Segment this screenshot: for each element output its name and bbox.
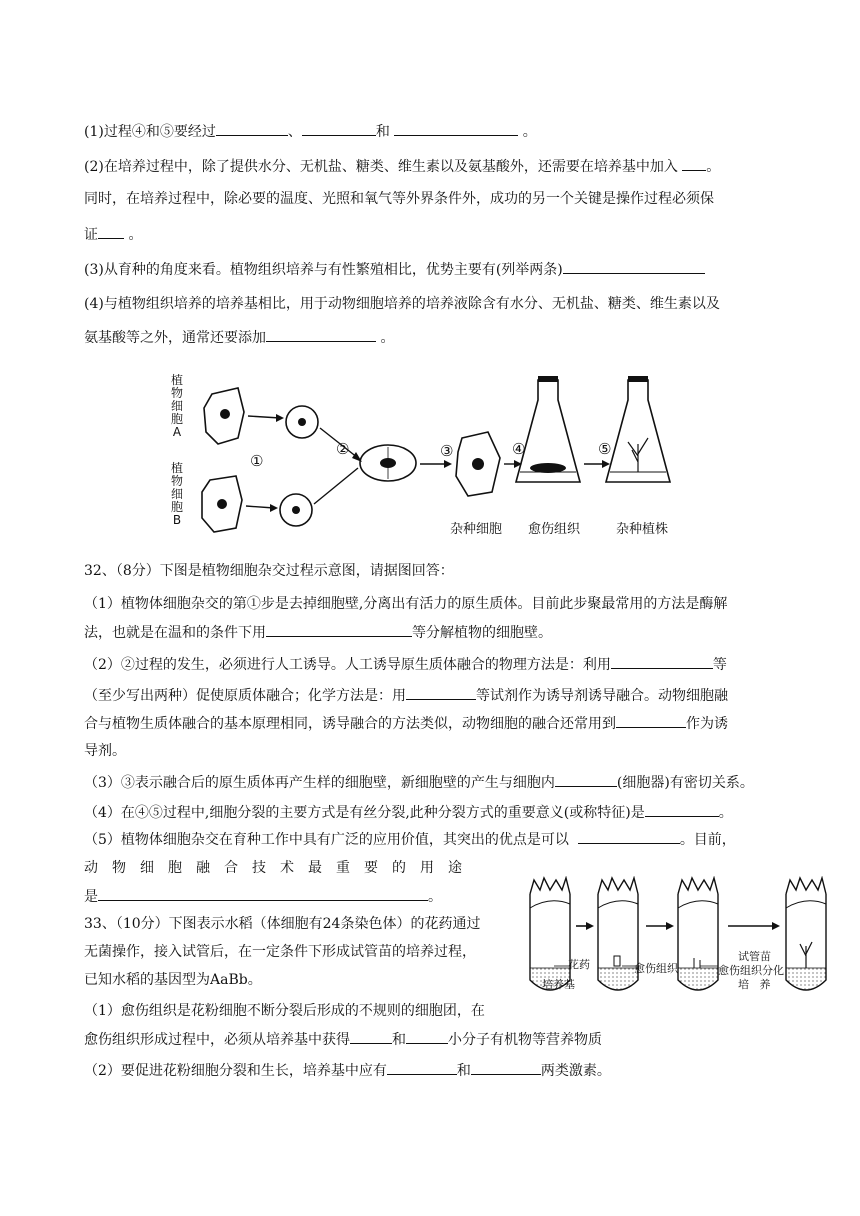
q32-part1-cont: 法，也就是在温和的条件下用 等分解植物的细胞壁。: [84, 622, 552, 643]
q32-part2-cont2: 合与植物生质体融合的基本原理相同，诱导融合的方法类似，动物细胞的融合还常用到 作为诱: [84, 713, 728, 734]
q32-title: 32、（8分）下图是植物细胞杂交过程示意图，请据图回答：: [84, 563, 454, 579]
seedling-label: 试管苗: [738, 950, 771, 963]
answer-blank[interactable]: [616, 713, 686, 728]
answer-blank[interactable]: [216, 121, 288, 136]
step-5-label: ⑤: [598, 440, 612, 458]
q31-part2-cont: 同时，在培养过程中，除必要的温度、光照和氧气等外界条件外，成功的另一个关键是操作过程必须保: [84, 191, 714, 207]
step-1-label: ①: [250, 452, 264, 470]
q31-part3: (3)从育种的角度来看。植物组织培养与有性繁殖相比，优势主要有(列举两条): [84, 259, 705, 280]
answer-blank[interactable]: [266, 327, 376, 342]
q33-intro-2: 无菌操作，接入试管后，在一定条件下形成试管苗的培养过程，: [84, 944, 476, 960]
step-4-label: ④: [512, 440, 526, 458]
answer-blank[interactable]: [302, 121, 376, 136]
figure-test-tube-culture: [524, 876, 836, 1000]
differentiation-label: 愈伤组织分化: [718, 964, 784, 977]
answer-blank[interactable]: [471, 1060, 541, 1075]
answer-blank[interactable]: [682, 156, 706, 171]
answer-blank[interactable]: [578, 829, 680, 844]
q32-part4: （4）在④⑤过程中,细胞分裂的主要方式是有丝分裂,此种分裂方式的重要意义(或称特征)是 。: [84, 802, 733, 823]
answer-blank[interactable]: [98, 886, 428, 901]
q32-part2-end: 导剂。: [84, 743, 126, 759]
cell-b-label: 植 物 细 胞 B: [170, 461, 183, 527]
answer-blank[interactable]: [645, 802, 719, 817]
q31-part4-end: 氨基酸等之外，通常还要添加 。: [84, 327, 394, 348]
answer-blank[interactable]: [555, 772, 617, 787]
q32-part5: （5）植物体细胞杂交在育种工作中具有广泛的应用价值，其突出的优点是可以 。目前，: [84, 829, 736, 850]
answer-blank[interactable]: [266, 622, 412, 637]
hybridization-diagram: [166, 372, 696, 542]
q33-part1-cont: 愈伤组织形成过程中，必须从培养基中获得 和 小分子有机物等营养物质: [84, 1029, 602, 1050]
answer-blank[interactable]: [406, 685, 476, 700]
q32-part3: （3）③表示融合后的原生质体再产生样的细胞壁，新细胞壁的产生与细胞内 (细胞器)有密切关系。: [84, 772, 754, 793]
q33-part1: （1）愈伤组织是花粉细胞不断分裂后形成的不规则的细胞团，在: [84, 1003, 485, 1019]
answer-blank[interactable]: [350, 1029, 392, 1044]
anther-label: 花药: [568, 958, 590, 971]
answer-blank[interactable]: [387, 1060, 457, 1075]
medium-label: 培养基: [542, 978, 575, 991]
q32-part2-cont: （至少写出两种）促使原质体融合；化学方法是：用 等试剂作为诱导剂诱导融合。动物细胞融: [84, 685, 728, 706]
q33-part2: （2）要促进花粉细胞分裂和生长，培养基中应有 和 两类激素。: [84, 1060, 611, 1081]
hybrid-cell-label: 杂种细胞: [450, 522, 503, 537]
hybrid-plant-label: 杂种植株: [616, 522, 669, 537]
callus-label: 愈伤组织: [528, 522, 581, 537]
answer-blank[interactable]: [394, 121, 518, 136]
q32-part2: （2）②过程的发生，必须进行人工诱导。人工诱导原生质体融合的物理方法是：利用 等: [84, 654, 727, 675]
q31-part1: (1)过程④和⑤要经过 、 和 。: [84, 121, 537, 142]
answer-blank[interactable]: [611, 654, 713, 669]
culture-label: 培 养: [738, 978, 771, 991]
q32-part1: （1）植物体细胞杂交的第①步是去掉细胞壁,分离出有活力的原生质体。目前此步聚最常用的方法是酶解: [84, 596, 728, 612]
answer-blank[interactable]: [563, 259, 705, 274]
cell-a-label: 植 物 细 胞 A: [170, 373, 183, 439]
q32-part5-end: 是 。: [84, 886, 442, 907]
callus-label-fig2: 愈伤组织: [634, 962, 678, 975]
q31-part2: (2)在培养过程中，除了提供水分、无机盐、糖类、维生素以及氨基酸外，还需要在培养基中加入 。: [84, 156, 720, 177]
figure-cell-hybridization: [166, 372, 696, 542]
q33-intro-3: 已知水稻的基因型为AaBb。: [84, 972, 262, 988]
step-3-label: ③: [440, 442, 454, 460]
answer-blank[interactable]: [98, 224, 124, 239]
q31-part4: (4)与植物组织培养的培养基相比，用于动物细胞培养的培养液除含有水分、无机盐、糖类、维生素以及: [84, 296, 720, 312]
step-2-label: ②: [336, 440, 350, 458]
answer-blank[interactable]: [406, 1029, 448, 1044]
q32-part5-cont: 动物细胞融合技术最重要的用途: [84, 860, 476, 876]
q33-title: 33、（10分）下图表示水稻（体细胞有24条染色体）的花药通过: [84, 916, 481, 932]
q31-part2-end: 证 。: [84, 224, 142, 245]
